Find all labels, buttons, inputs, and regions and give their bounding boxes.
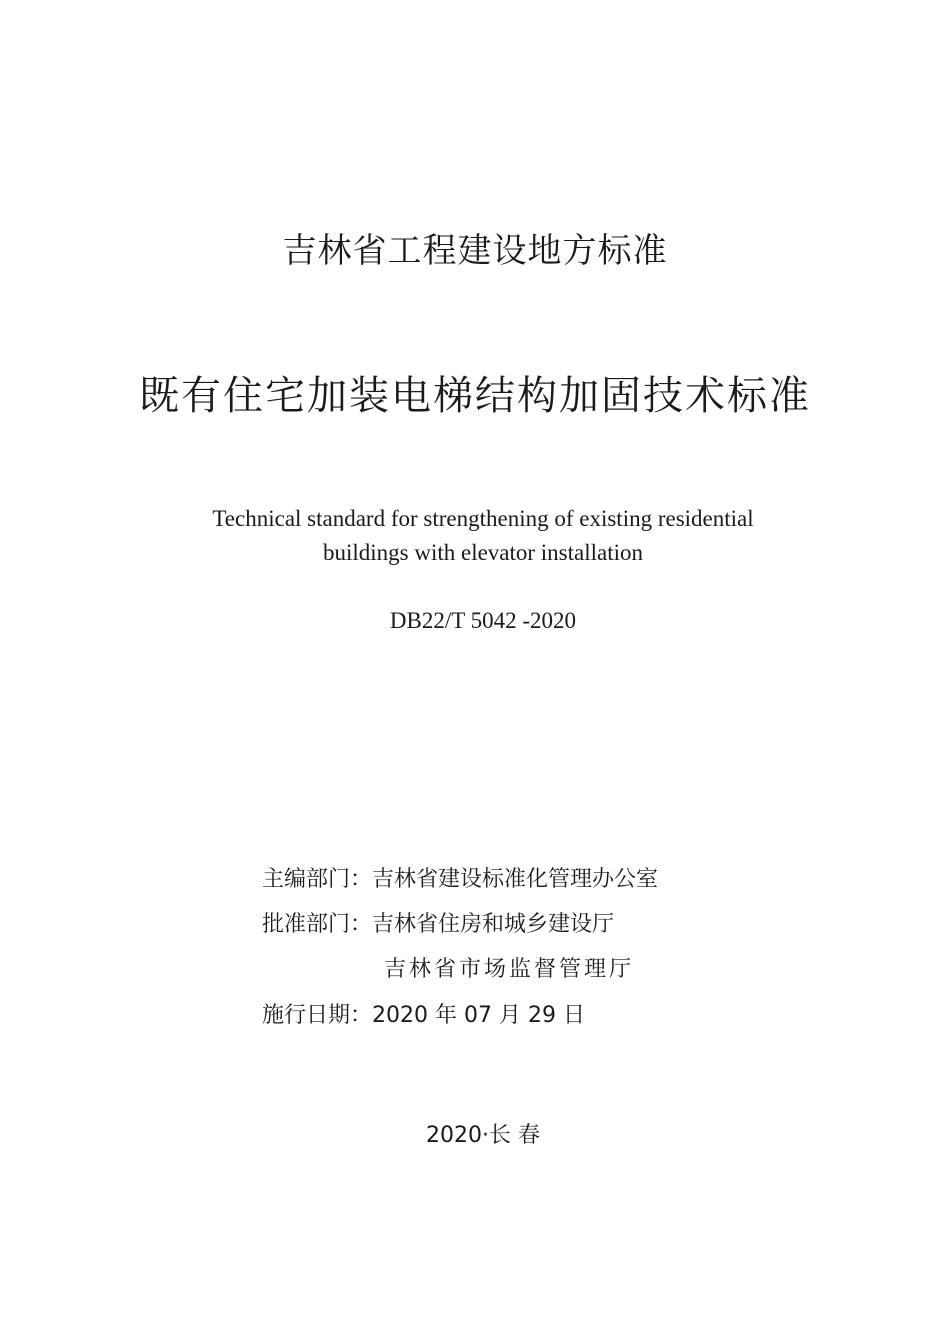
editor-label: 主编部门： — [262, 867, 373, 892]
editor-row — [262, 864, 658, 896]
approver-value-2: 吉林省市场监督管理厅 — [384, 957, 635, 982]
standard-code: DB22/T 5042 -2020 — [389, 608, 577, 633]
english-title-line-1: Technical standard for strengthening of existing residential — [212, 506, 754, 531]
editor-value: 吉林省建设标准化管理办公室 — [372, 867, 659, 892]
effective-date-row — [262, 1000, 585, 1032]
series-title: 吉林省工程建设地方标准 — [282, 231, 668, 271]
place-year: 2020·长 春 — [426, 1123, 540, 1148]
approver-value-1: 吉林省住房和城乡建设厅 — [372, 912, 615, 937]
english-title — [0, 502, 950, 570]
english-title-line-2: buildings with elevator installation — [322, 540, 644, 565]
effective-date-label: 施行日期： — [262, 1003, 373, 1028]
approver-label: 批准部门： — [262, 912, 373, 937]
effective-date-value: 2020 年 07 月 29 日 — [372, 1003, 585, 1028]
main-title: 既有住宅加装电梯结构加固技术标准 — [139, 373, 811, 419]
approver-row — [262, 909, 614, 941]
